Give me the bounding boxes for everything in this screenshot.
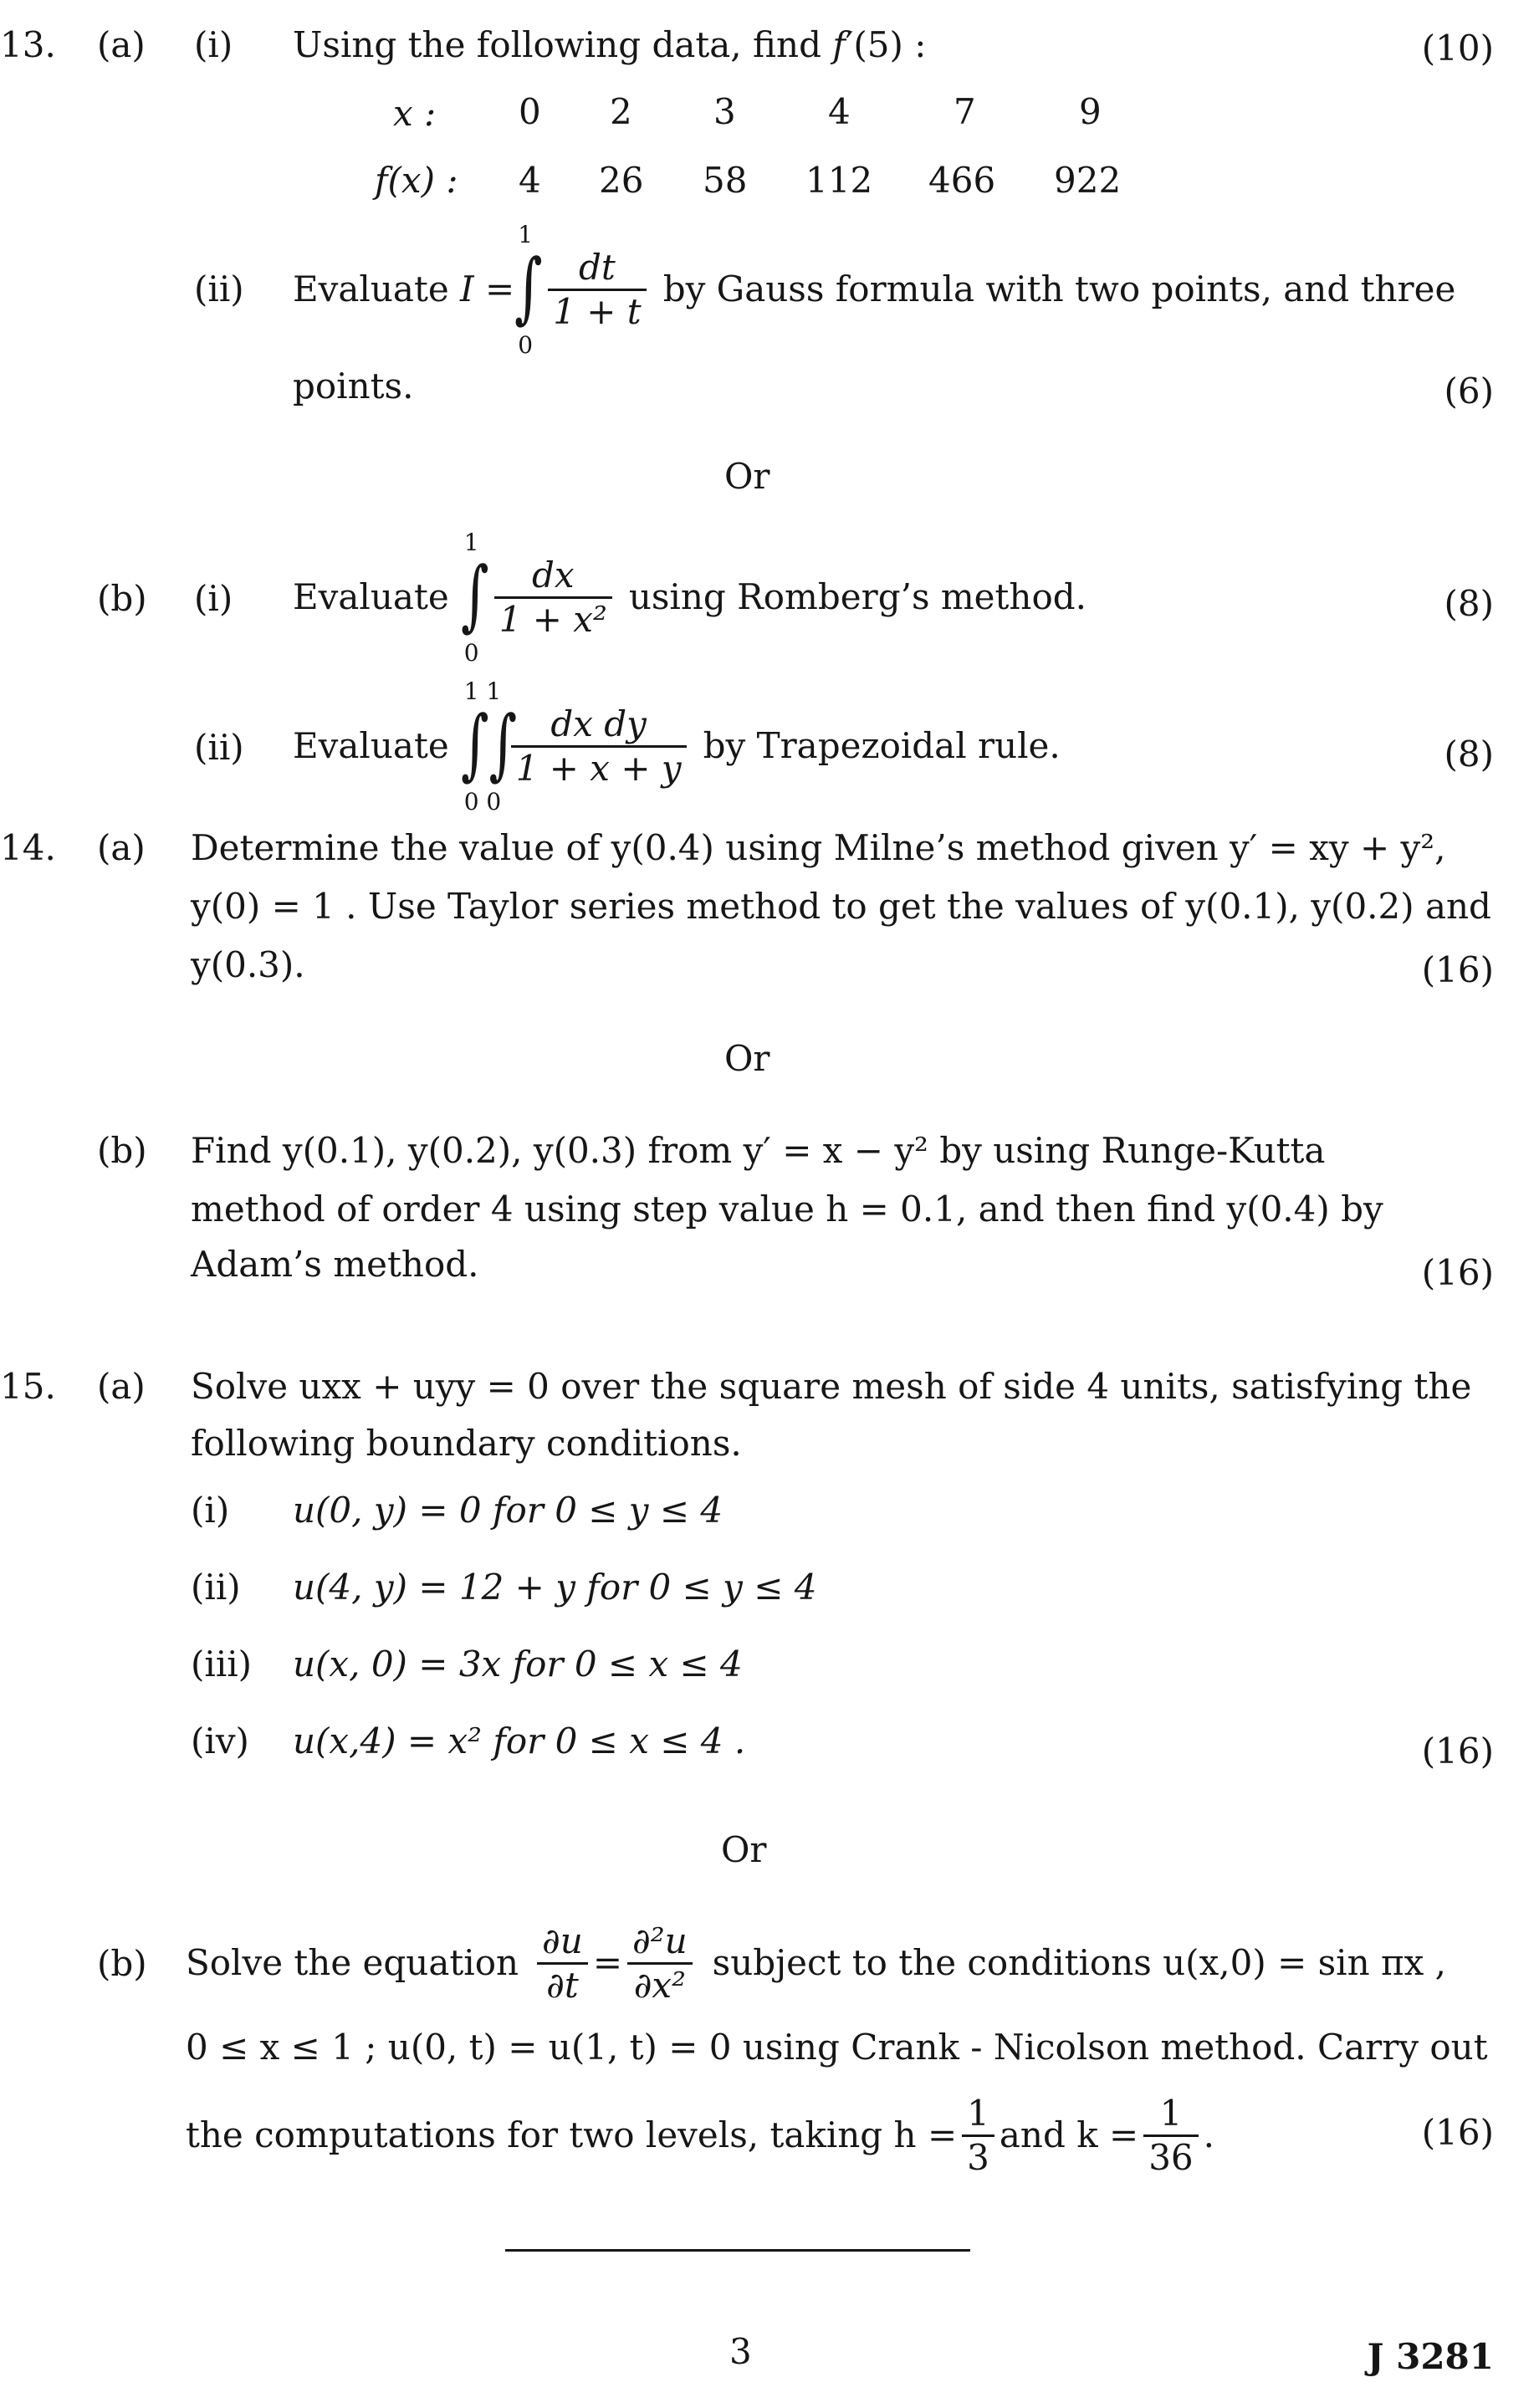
question-text-lead: Evaluate — [293, 576, 449, 617]
table-cell: 466 — [928, 160, 996, 201]
question-line: Adam’s method. — [191, 1244, 479, 1285]
question-line: method of order 4 using step value h = 0.1, and then find y(0.4) by — [191, 1189, 1383, 1230]
fraction-denominator: 1 + x + y — [515, 747, 682, 789]
fraction — [494, 556, 612, 639]
double-integral-sign: 1 1 ∫∫ 0 0 — [460, 677, 517, 815]
fraction-denominator: 36 — [1148, 2136, 1194, 2178]
subpart-label: (ii) — [194, 727, 244, 768]
marks: (16) — [1421, 1731, 1494, 1771]
condition-label: (iv) — [191, 1720, 249, 1761]
question-line: y(0) = 1 . Use Taylor series method to get the values of y(0.1), y(0.2) and — [191, 886, 1491, 927]
table-cell: 4 — [828, 91, 851, 132]
integral-sign: 1 ∫ 0 — [514, 221, 543, 359]
fraction-denominator: 1 + t — [553, 290, 642, 332]
fraction-numerator: dt — [548, 248, 647, 291]
integral-lower: 0 — [463, 639, 479, 667]
question-text-cont: subject to the conditions u(x,0) = sin πx , — [712, 1942, 1446, 1983]
fraction — [962, 2094, 994, 2177]
fraction — [627, 1922, 693, 2005]
integral-sign: 1 ∫ 0 — [460, 529, 489, 667]
paper-code: J 3281 — [1367, 2336, 1494, 2377]
condition-label: (iii) — [191, 1644, 253, 1685]
table-cell: 0 — [519, 91, 541, 132]
question-number: 14. — [0, 827, 56, 868]
fraction — [537, 1922, 588, 2005]
question-text-lead: Evaluate — [293, 725, 449, 766]
fraction — [511, 705, 687, 788]
fraction-denominator: ∂t — [546, 1964, 579, 2006]
period: . — [1203, 2114, 1215, 2155]
question-line: Determine the value of y(0.4) using Milne’s method given y′ = xy + y², — [191, 827, 1446, 868]
fraction-numerator: dx dy — [511, 705, 687, 748]
subpart-label: (ii) — [194, 268, 244, 309]
marks: (8) — [1444, 583, 1494, 624]
integral-lower: 0 — [518, 331, 534, 359]
condition-label: (i) — [191, 1490, 230, 1531]
condition-label: (ii) — [191, 1567, 241, 1608]
fraction-denominator: ∂x² — [633, 1964, 686, 2006]
marks: (8) — [1444, 734, 1494, 775]
question-number: 15. — [0, 1366, 56, 1407]
condition-text: u(4, y) = 12 + y for 0 ≤ y ≤ 4 — [293, 1567, 817, 1608]
fraction — [548, 248, 647, 331]
table-cell: 2 — [610, 91, 632, 132]
condition-text: u(x,4) = x² for 0 ≤ x ≤ 4 . — [293, 1720, 746, 1761]
fraction-numerator: ∂²u — [627, 1922, 693, 1965]
question-line: Find y(0.1), y(0.2), y(0.3) from y′ = x − y² by using Runge-Kutta — [191, 1130, 1326, 1171]
fraction-numerator: dx — [494, 556, 612, 599]
question-line: 0 ≤ x ≤ 1 ; u(0, t) = u(1, t) = 0 using Crank - Nicolson method. Carry out — [186, 2027, 1488, 2068]
part-label: (b) — [97, 578, 147, 619]
question-text-lead: the computations for two levels, taking h = — [186, 2114, 958, 2155]
page-number: 3 — [729, 2331, 752, 2372]
or-separator: Or — [724, 1038, 770, 1079]
part-label: (a) — [97, 827, 146, 868]
fraction — [1143, 2094, 1198, 2177]
table-cell: 112 — [805, 160, 873, 201]
table-cell: 58 — [703, 160, 748, 201]
question-text-cont: by Gauss formula with two points, and three — [662, 268, 1456, 309]
marks: (16) — [1421, 949, 1494, 990]
marks: (10) — [1421, 28, 1494, 69]
question-text-lead: Solve the equation — [186, 1942, 519, 1983]
table-cell: 922 — [1054, 160, 1122, 201]
part-label: (a) — [97, 24, 146, 65]
question-text-cont: and k = — [999, 2114, 1139, 2155]
marks: (16) — [1421, 2112, 1494, 2153]
subpart-label: (i) — [194, 578, 233, 619]
question-text — [293, 529, 1087, 667]
integral-upper: 1 — [518, 221, 534, 248]
fraction-numerator: 1 — [962, 2094, 994, 2137]
table-cell: 7 — [954, 91, 976, 132]
fraction-denominator: 1 + x² — [499, 598, 607, 640]
table-cell: 4 — [519, 160, 541, 201]
part-label: (b) — [97, 1130, 147, 1171]
table-x-label: x : — [393, 93, 437, 134]
condition-text: u(x, 0) = 3x for 0 ≤ x ≤ 4 — [293, 1644, 743, 1685]
or-separator: Or — [721, 1829, 767, 1870]
table-cell: 26 — [599, 160, 644, 201]
fraction-denominator: 3 — [967, 2136, 989, 2178]
question-line: following boundary conditions. — [191, 1423, 742, 1464]
part-label: (b) — [97, 1943, 147, 1984]
question-line: y(0.3). — [191, 944, 305, 985]
question-text: Evaluate I = 1 ∫ 0 $\frac{dt}{1 + t}$ by Gauss formula with two points, and three — [293, 221, 1456, 359]
integral-upper: 1 1 — [463, 677, 502, 705]
integral-upper: 1 — [463, 529, 479, 556]
question-text-line2: points. — [293, 366, 414, 406]
question-line — [186, 1909, 1446, 2017]
condition-text: u(0, y) = 0 for 0 ≤ y ≤ 4 — [293, 1490, 723, 1531]
fraction-numerator: ∂u — [537, 1922, 588, 1965]
marks: (6) — [1444, 371, 1494, 412]
question-number: 13. — [0, 24, 56, 65]
question-text: Using the following data, find f′(5) : — [293, 24, 927, 65]
marks: (16) — [1421, 1252, 1494, 1293]
integral-lower: 0 0 — [463, 788, 502, 815]
fraction-numerator: 1 — [1143, 2094, 1198, 2137]
subpart-label: (i) — [194, 24, 233, 65]
equals-sign: = — [592, 1942, 623, 1983]
table-cell: 9 — [1079, 91, 1102, 132]
end-rule — [505, 2249, 970, 2252]
question-line — [186, 2081, 1214, 2190]
or-separator: Or — [724, 456, 770, 497]
question-text — [293, 677, 1061, 815]
question-text-cont: using Romberg’s method. — [628, 576, 1087, 617]
table-cell: 3 — [713, 91, 736, 132]
part-label: (a) — [97, 1366, 146, 1407]
table-fx-label: f(x) : — [375, 160, 458, 201]
question-text-cont: by Trapezoidal rule. — [703, 725, 1061, 766]
question-line: Solve uxx + uyy = 0 over the square mesh of side 4 units, satisfying the — [191, 1366, 1472, 1407]
